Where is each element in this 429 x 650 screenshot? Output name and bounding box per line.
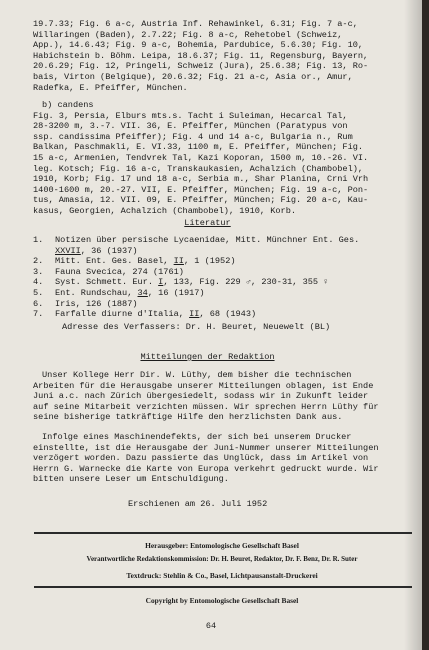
text-line: Radefka, E. Pfeiffer, München.: [33, 82, 188, 93]
text-line: 1910, Korb; Fig. 17 und 18 a-c, Serbia m., Shar Planina, Crni Vrh: [33, 174, 369, 185]
literatur-item: [33, 235, 359, 246]
top-paragraph: [33, 19, 420, 93]
text-line: Habichstein b. Böhm. Leipa, 18.6.37; Fig. 11, Regensburg, Bayern,: [33, 50, 369, 61]
text-line: 28-3200 m, 3.-7. VII. 36, E. Pfeiffer, München (Paratypus von: [33, 121, 348, 132]
text-line: 19.7.33; Fig. 6 a-c, Austria Inf. Rehawinkel, 6.31; Fig. 7 a-c,: [33, 19, 358, 29]
text-line: tus, Amasia, 12. VII. 09, E. Pfeiffer, München; Fig. 20 a-c, Kau-: [33, 195, 369, 206]
literatur-volume: II: [189, 309, 200, 320]
literatur-item: [33, 288, 359, 299]
literatur-item: [33, 277, 359, 288]
author-address: Adresse des Verfassers: Dr. H. Beuret, Neuewelt (BL): [62, 322, 331, 332]
text-line: 20.6.29; Fig. 12, Pringeli, Schweiz (Jura), 25.6.38; Fig. 13, Ro-: [33, 61, 369, 72]
literatur-list: [33, 235, 359, 320]
candens-heading: b) candens: [42, 100, 94, 110]
literatur-text: , 68 (1943): [199, 309, 257, 320]
mitteilungen-heading: Mitteilungen der Redaktion: [140, 352, 275, 362]
imprint-printer: Textdruck: Stehlin & Co., Basel, Lichtpausanstalt-Druckerei: [126, 571, 318, 580]
text-line: App.), 14.6.43; Fig. 9 a-c, Bohemia, Pardubice, 5.6.30; Fig. 10,: [33, 40, 364, 51]
mitteilungen-heading-wrap: [33, 352, 382, 363]
literatur-heading: Literatur: [184, 218, 231, 228]
literatur-text: Iris, 126 (1887): [55, 298, 138, 309]
literatur-number: 2.: [33, 256, 44, 267]
text-line: verzögert worden. Dazu passierte das Unglück, dass im Artikel von: [33, 453, 369, 464]
publication-date: Erschienen am 26. Juli 1952: [128, 499, 268, 509]
literatur-item: [33, 256, 359, 267]
text-line: 15 a-c, Armenien, Tendvrek Tal, Kazi Koporan, 1500 m, 10.-26. VI.: [33, 152, 369, 163]
publication-date-wrap: [128, 499, 420, 510]
text-line: 1400-1600 m, 20.-27. VII, E. Pfeiffer, München; Fig. 19 a-c, Pon-: [33, 184, 369, 195]
text-line: Balkan, Paschmakli, E. VI.33, 1100 m, E. Pfeiffer, München; Fig.: [33, 142, 364, 153]
literatur-volume: I: [158, 277, 164, 288]
literatur-text: Ent. Rundschau,: [55, 287, 138, 298]
literatur-number: 5.: [33, 287, 44, 298]
literatur-text: , 16 (1917): [147, 287, 205, 298]
text-line: bitten unsere Leser um Entschuldigung.: [33, 474, 229, 485]
text-line: Infolge eines Maschinendefekts, der sich bei unserem Drucker: [42, 432, 352, 442]
text-line: kasus, Georgien, Achalzich (Chambobel), 1910, Korb.: [33, 205, 297, 216]
literatur-text: Fauna Svecica, 274 (1761): [55, 266, 184, 277]
literatur-number: 3.: [33, 266, 44, 277]
text-line: Herrn G. Warnecke die Karte von Europa verkehrt gedruckt wurde. Wir: [33, 463, 379, 474]
literatur-text: Farfalle diurne d'Italia,: [55, 309, 190, 320]
literatur-volume: II: [173, 256, 184, 267]
literatur-number: 7.: [33, 309, 44, 320]
text-line: leg. Kotsch; Fig. 16 a-c, Transkaukasien, Achalzich (Chambobel),: [33, 163, 364, 174]
imprint-copyright: Copyright by Entomologische Gesellschaft Basel: [145, 596, 299, 605]
author-address-wrap: [62, 322, 420, 333]
literatur-heading-wrap: [33, 218, 382, 229]
literatur-volume: XXVII: [55, 245, 81, 256]
imprint-publisher: Herausgeber: Entomologische Gesellschaft Basel: [145, 541, 299, 550]
literatur-item: [33, 309, 359, 320]
literatur-text: , 36 (1937): [80, 245, 138, 256]
text-line: einstellte, ist die Herausgabe der Juni-Nummer unserer Mitteilungen: [33, 442, 379, 453]
text-line: Unser Kollege Herr Dir. W. Lüthy, dem bisher die technischen: [42, 370, 352, 380]
literatur-item: [33, 299, 359, 310]
page-number: 64: [205, 621, 217, 631]
text-line: Fig. 3, Persia, Elburs mts.s. Tacht i Suleiman, Hecarcal Tal,: [33, 110, 348, 121]
literatur-text: Mitt. Ent. Ges. Basel,: [55, 256, 174, 267]
literatur-item: [33, 267, 359, 278]
text-line: Arbeiten für die Herausgabe unserer Mitteilungen oblagen, ist Ende: [33, 380, 374, 391]
candens-section: [33, 100, 420, 217]
paragraph-staff-change: [33, 370, 420, 423]
text-line: Juni a.c. nach Zürich übergesiedelt, sodass wir in Zukunft leider: [33, 391, 369, 402]
divider: [34, 586, 412, 588]
text-line: auf seine Mitarbeit verzichten müssen. Wir sprechen Herrn Lüthy für: [33, 401, 379, 412]
paragraph-delay-notice: [33, 432, 420, 485]
text-line: bais, Virton (Belgique), 20.6.32; Fig. 21 a-c, Asia or., Amur,: [33, 71, 353, 82]
divider: [34, 532, 412, 534]
literatur-number: 6.: [33, 298, 44, 309]
literatur-number: 1.: [33, 235, 44, 245]
literatur-text: , 133, Fig. 229 ♂, 230-31, 355 ♀: [163, 277, 329, 288]
literatur-text: Syst. Schmett. Eur.: [55, 277, 159, 288]
literatur-item-continuation: [33, 246, 359, 257]
literatur-text: , 1 (1952): [183, 256, 236, 267]
literatur-text: Notizen über persische Lycaenidae, Mitt. Münchner Ent. Ges.: [55, 235, 360, 245]
text-line: seine bisherige tatkräftige Hilfe den herzlichsten Dank aus.: [33, 412, 343, 423]
imprint-editorial-board: Verantwortliche Redaktionskommission: Dr. H. Beuret, Redaktor, Dr. F. Benz, Dr. R. Suter: [86, 555, 358, 563]
text-line: ssp. candissima Pfeiffer); Fig. 4 und 14 a-c, Bulgaria n., Rum: [33, 131, 353, 142]
literatur-number: 4.: [33, 277, 44, 288]
literatur-volume: 34: [137, 287, 148, 298]
text-line: Willaringen (Baden), 2.7.22; Fig. 8 a-c, Rehetobel (Schweiz,: [33, 29, 343, 40]
